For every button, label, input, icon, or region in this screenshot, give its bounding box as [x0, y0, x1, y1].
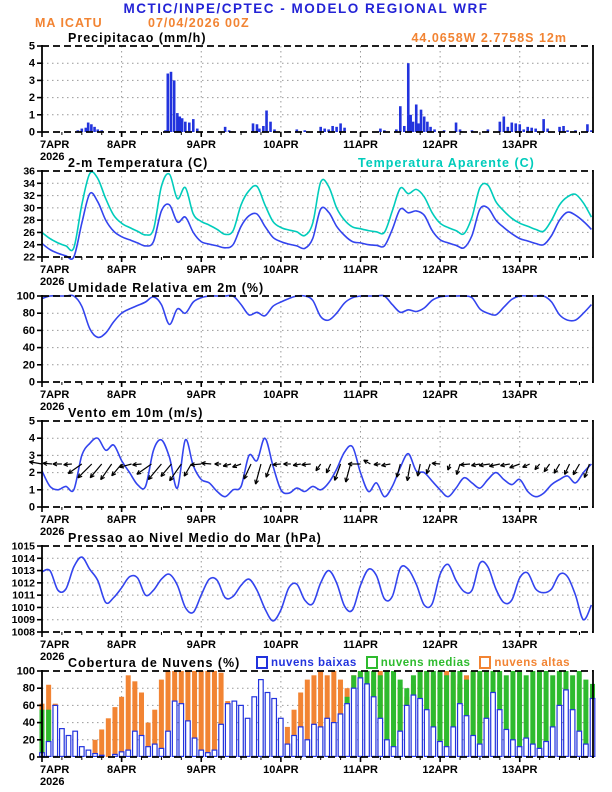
temperature-chart: [0, 165, 612, 295]
svg-text:26: 26: [23, 226, 35, 239]
svg-text:8APR: 8APR: [106, 139, 137, 151]
svg-text:10APR: 10APR: [263, 764, 299, 776]
svg-text:8APR: 8APR: [106, 514, 137, 526]
run-datetime: 07/04/2026 00Z: [148, 16, 250, 30]
panel-title-temperature: 2-m Temperatura (C): [68, 156, 209, 170]
svg-text:7APR: 7APR: [40, 514, 70, 526]
svg-text:2026: 2026: [40, 151, 65, 163]
svg-text:13APR: 13APR: [502, 139, 538, 151]
svg-text:5: 5: [28, 40, 35, 53]
svg-text:11APR: 11APR: [343, 764, 378, 776]
svg-text:2: 2: [28, 467, 35, 480]
svg-text:7APR: 7APR: [40, 389, 70, 401]
svg-text:2026: 2026: [40, 651, 65, 663]
svg-text:3: 3: [28, 449, 35, 462]
svg-text:1011: 1011: [12, 589, 35, 602]
humidity-chart: [0, 290, 612, 420]
svg-text:2026: 2026: [40, 526, 65, 538]
svg-text:2026: 2026: [40, 401, 65, 413]
svg-text:13APR: 13APR: [502, 514, 538, 526]
svg-text:1013: 1013: [11, 565, 35, 578]
svg-text:2026: 2026: [40, 276, 65, 288]
svg-text:9APR: 9APR: [186, 764, 216, 776]
svg-text:12APR: 12APR: [422, 639, 458, 651]
svg-text:0: 0: [28, 376, 35, 389]
precipitation-chart: [0, 40, 612, 170]
svg-text:8APR: 8APR: [106, 764, 137, 776]
pressure-chart: [0, 540, 612, 670]
svg-text:0: 0: [28, 126, 35, 139]
svg-text:10APR: 10APR: [263, 639, 299, 651]
svg-text:3: 3: [28, 74, 35, 87]
svg-text:9APR: 9APR: [186, 139, 216, 151]
svg-text:28: 28: [23, 214, 35, 227]
svg-text:12APR: 12APR: [422, 514, 458, 526]
svg-text:12APR: 12APR: [422, 389, 458, 401]
svg-text:100: 100: [16, 290, 35, 303]
svg-text:40: 40: [22, 717, 35, 730]
wind-chart: [0, 415, 612, 545]
svg-text:40: 40: [22, 342, 35, 355]
svg-text:24: 24: [23, 239, 35, 252]
svg-text:36: 36: [23, 165, 35, 178]
svg-text:13APR: 13APR: [502, 639, 538, 651]
svg-text:11APR: 11APR: [343, 514, 378, 526]
svg-text:7APR: 7APR: [40, 764, 70, 776]
apparent-temperature-label: Temperatura Aparente (C): [358, 156, 535, 170]
svg-text:10APR: 10APR: [263, 514, 299, 526]
svg-text:4: 4: [28, 57, 35, 70]
svg-text:5: 5: [28, 415, 35, 428]
svg-text:7APR: 7APR: [40, 639, 70, 651]
svg-text:10APR: 10APR: [263, 389, 299, 401]
panel-title-humidity: Umidade Relativa em 2m (%): [68, 281, 265, 295]
svg-text:1: 1: [28, 109, 35, 122]
svg-text:80: 80: [22, 682, 35, 695]
svg-text:60: 60: [22, 699, 35, 712]
svg-text:11APR: 11APR: [343, 139, 378, 151]
svg-text:8APR: 8APR: [106, 639, 137, 651]
svg-text:9APR: 9APR: [186, 264, 216, 276]
svg-text:80: 80: [22, 307, 35, 320]
svg-text:1012: 1012: [11, 577, 35, 590]
svg-text:1015: 1015: [11, 540, 35, 553]
panel-title-pressure: Pressao ao Nivel Medio do Mar (hPa): [68, 531, 322, 545]
svg-text:2: 2: [28, 92, 35, 105]
svg-text:7APR: 7APR: [40, 139, 70, 151]
legend-label-mid: nuvens medias: [380, 656, 471, 669]
svg-text:2026: 2026: [40, 776, 65, 788]
svg-text:34: 34: [23, 177, 35, 190]
svg-text:11APR: 11APR: [343, 389, 378, 401]
svg-text:10APR: 10APR: [263, 264, 299, 276]
svg-text:8APR: 8APR: [106, 389, 137, 401]
legend-label-low: nuvens baixas: [271, 656, 357, 669]
svg-text:12APR: 12APR: [422, 764, 458, 776]
svg-text:0: 0: [28, 501, 35, 514]
location-label: 44.0658W 2.7758S 12m: [411, 31, 567, 45]
svg-text:12APR: 12APR: [422, 264, 458, 276]
panel-title-clouds: Cobertura de Nuvens (%): [68, 656, 241, 670]
svg-text:9APR: 9APR: [186, 514, 216, 526]
svg-text:60: 60: [22, 324, 35, 337]
svg-text:11APR: 11APR: [343, 264, 378, 276]
svg-text:1014: 1014: [11, 552, 35, 565]
svg-text:1008: 1008: [11, 626, 35, 639]
svg-text:9APR: 9APR: [186, 639, 216, 651]
page-title: MCTIC/INPE/CPTEC - MODELO REGIONAL WRF: [123, 1, 489, 16]
svg-text:1010: 1010: [11, 601, 35, 614]
svg-text:7APR: 7APR: [40, 264, 70, 276]
svg-text:30: 30: [23, 202, 35, 215]
svg-text:20: 20: [22, 734, 35, 747]
svg-text:100: 100: [16, 665, 35, 678]
svg-text:1: 1: [28, 484, 35, 497]
svg-text:12APR: 12APR: [422, 139, 458, 151]
svg-text:20: 20: [22, 359, 35, 372]
svg-text:22: 22: [23, 251, 35, 264]
svg-text:10APR: 10APR: [263, 139, 299, 151]
svg-text:13APR: 13APR: [502, 264, 538, 276]
station-label: MA ICATU: [35, 16, 103, 30]
svg-text:1009: 1009: [11, 614, 35, 627]
cloud-cover-chart: [0, 665, 612, 792]
svg-text:0: 0: [28, 751, 35, 764]
svg-text:8APR: 8APR: [106, 264, 137, 276]
svg-text:32: 32: [23, 190, 35, 203]
svg-text:11APR: 11APR: [343, 639, 378, 651]
svg-text:9APR: 9APR: [186, 389, 216, 401]
svg-text:13APR: 13APR: [502, 764, 538, 776]
svg-text:4: 4: [28, 432, 35, 445]
legend-label-high: nuvens altas: [494, 656, 571, 669]
svg-text:13APR: 13APR: [502, 389, 538, 401]
panel-title-wind: Vento em 10m (m/s): [68, 406, 204, 420]
panel-title-precipitation: Precipitacao (mm/h): [68, 31, 207, 45]
